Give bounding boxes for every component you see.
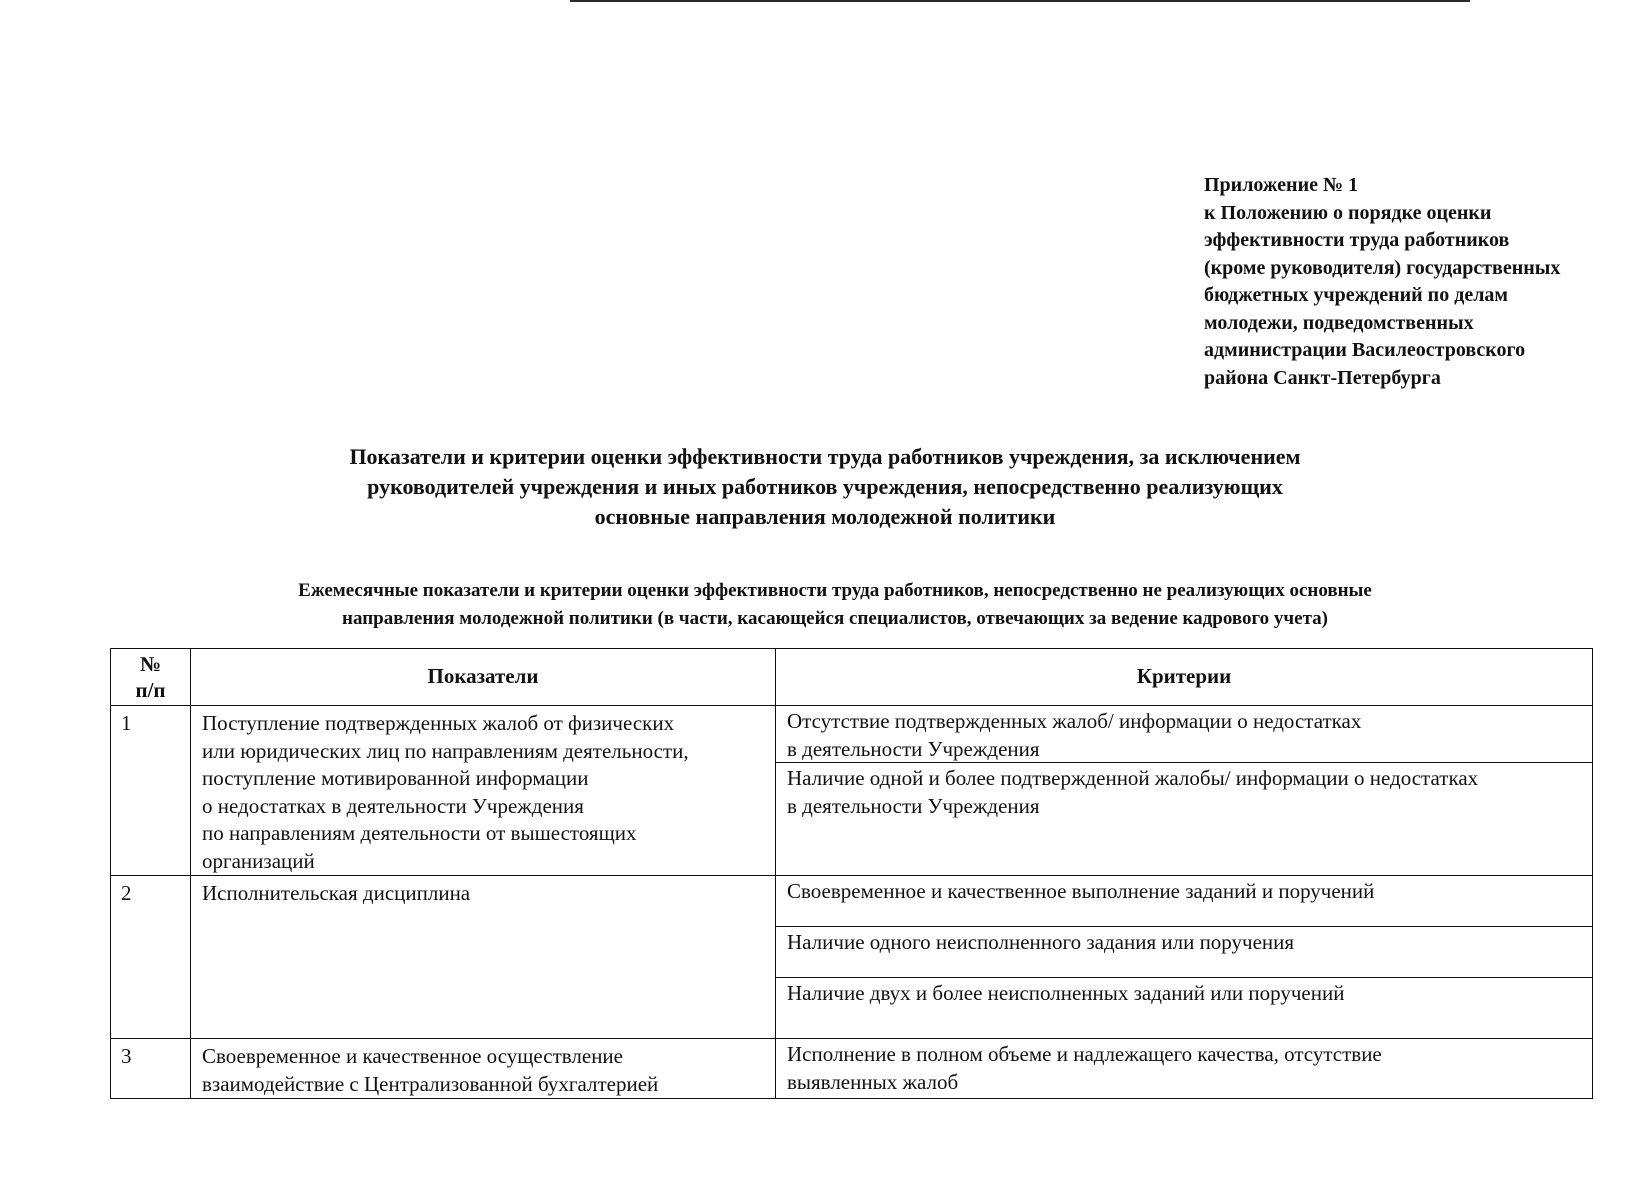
criterion-line: Наличие двух и более неисполненных заданий или поручений (787, 981, 1345, 1005)
row-number: 2 (111, 876, 191, 1039)
indicator-line: поступление мотивированной информации (202, 766, 589, 790)
table-subtitle (110, 577, 1560, 633)
criterion-line: Исполнение в полном объеме и надлежащего качества, отсутствие (787, 1042, 1382, 1066)
header-number (111, 649, 191, 706)
indicator-cell (191, 1039, 776, 1099)
indicator-line: Исполнительская дисциплина (202, 881, 471, 905)
document-title (110, 442, 1540, 532)
indicator-line: о недостатках в деятельности Учреждения (202, 793, 584, 818)
header-number-line: п/п (135, 678, 166, 702)
criterion (776, 927, 1592, 978)
criteria-cell (776, 706, 1593, 876)
title-line: Показатели и критерии оценки эффективности труда работников учреждения, за исключением (349, 444, 1301, 469)
header-indicators: Показатели (191, 649, 776, 706)
criterion (776, 876, 1592, 927)
subtitle-line: направления молодежной политики (в части, касающейся специалистов, отвечающих за ведение кадрового учета) (342, 608, 1328, 629)
indicator-line: Своевременное и качественное осуществление (202, 1044, 623, 1068)
table-row (111, 1039, 1593, 1099)
criterion (776, 763, 1592, 820)
annex-line: Приложение № 1 (1204, 174, 1359, 196)
criterion-line: Отсутствие подтвержденных жалоб/ информации о недостатках (787, 709, 1362, 733)
criterion (776, 1039, 1592, 1096)
header-number-line: № (139, 652, 162, 676)
top-scan-rule (570, 0, 1470, 2)
table-row (111, 876, 1593, 1039)
indicator-line: Поступление подтвержденных жалоб от физических (202, 711, 675, 735)
criteria-cell (776, 876, 1593, 1039)
annex-line: (кроме руководителя) государственных (1204, 256, 1561, 279)
indicator-line: организаций (202, 848, 315, 873)
criterion-line: Наличие одной и более подтвержденной жалобы/ информации о недостатках (787, 766, 1479, 790)
subtitle-line: Ежемесячные показатели и критерии оценки эффективности труда работников, непосредственно не реализующих основные (298, 580, 1372, 601)
annex-line: эффективности труда работников (1204, 229, 1510, 251)
criteria-stack (776, 876, 1592, 1038)
criterion-line: в деятельности Учреждения (787, 793, 1040, 818)
title-line: основные направления молодежной политики (594, 504, 1056, 529)
header-criteria: Критерии (776, 649, 1593, 706)
annex-line: района Санкт-Петербурга (1204, 366, 1441, 389)
title-line: руководителей учреждения и иных работников учреждения, непосредственно реализующих (367, 474, 1283, 499)
criteria-stack (776, 1039, 1592, 1098)
annex-line: молодежи, подведомственных (1204, 311, 1474, 334)
annex-header (1204, 172, 1634, 392)
criterion (776, 706, 1592, 763)
criteria-cell (776, 1039, 1593, 1099)
criterion-line: Наличие одного неисполненного задания или поручения (787, 930, 1295, 954)
criterion-line: выявленных жалоб (787, 1069, 959, 1094)
row-number: 3 (111, 1039, 191, 1099)
criteria-stack (776, 706, 1592, 820)
criterion (776, 978, 1592, 1029)
indicator-line: или юридических лиц по направлениям деятельности, (202, 738, 689, 763)
table-row (111, 706, 1593, 876)
annex-line: к Положению о порядке оценки (1204, 201, 1492, 224)
indicator-line: взаимодействие с Централизованной бухгалтерией (202, 1071, 659, 1096)
annex-line: администрации Василеостровского (1204, 339, 1526, 361)
row-number: 1 (111, 706, 191, 876)
criterion-line: Своевременное и качественное выполнение заданий и поручений (787, 879, 1375, 903)
indicator-cell (191, 706, 776, 876)
annex-line: бюджетных учреждений по делам (1204, 284, 1509, 306)
table-header-row (111, 649, 1593, 706)
criteria-table (110, 648, 1593, 1099)
criterion-line: в деятельности Учреждения (787, 736, 1040, 761)
indicator-cell (191, 876, 776, 1039)
indicator-line: по направлениям деятельности от вышестоящих (202, 821, 637, 845)
